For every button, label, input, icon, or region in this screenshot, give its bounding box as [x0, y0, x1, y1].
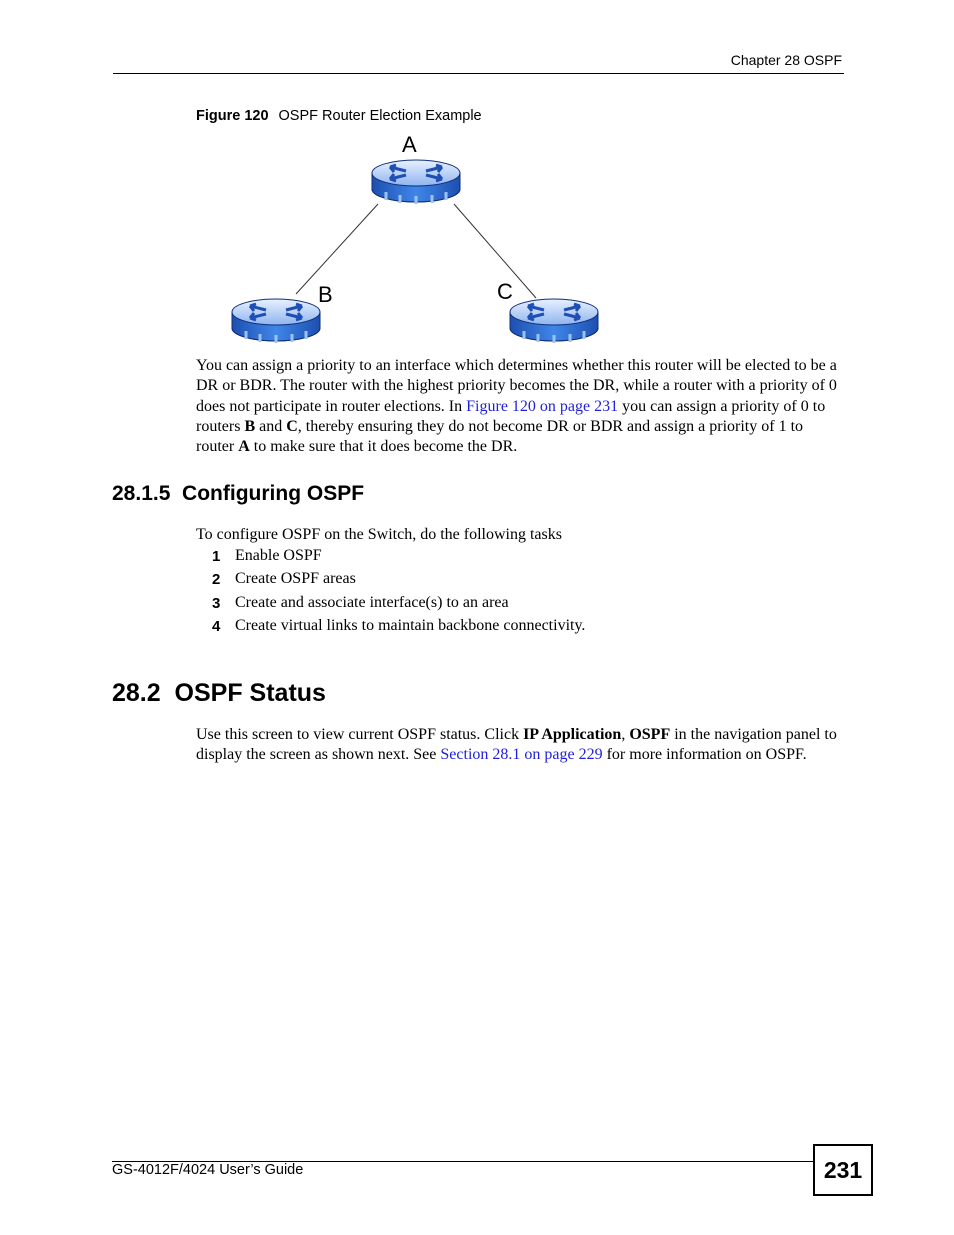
router-a-icon	[372, 160, 460, 204]
task-number: 3	[212, 594, 221, 612]
task-number: 4	[212, 617, 221, 635]
list-item	[196, 570, 836, 593]
router-c-icon	[510, 299, 598, 343]
figure-120-link[interactable]: Figure 120 on page 231	[466, 397, 619, 415]
link-a-b	[296, 204, 378, 294]
header-rule	[113, 73, 844, 74]
task-text: Create virtual links to maintain backbone connectivity.	[235, 616, 586, 634]
figure-label: Figure 120	[196, 108, 269, 124]
task-text: Create and associate interface(s) to an area	[235, 593, 509, 611]
figure-caption	[196, 108, 482, 124]
ospf-router-diagram	[230, 132, 602, 348]
page-number: 231	[813, 1144, 873, 1196]
figure-title: OSPF Router Election Example	[278, 108, 482, 124]
ospf-status-paragraph: Use this screen to view current OSPF status. Click IP Application, OSPF in the navigation panel to display the screen as shown next. See Section 28.1 on page 229 for more information on OSPF.	[196, 726, 837, 764]
router-a-label: A	[402, 132, 417, 157]
task-number: 1	[212, 548, 221, 565]
task-text: Create OSPF areas	[235, 570, 356, 588]
section-heading-ospf-status: 28.2 OSPF Status	[112, 679, 326, 707]
task-list	[196, 547, 836, 640]
router-b-label: B	[318, 282, 333, 307]
router-priority-paragraph: You can assign a priority to an interface which determines whether this router will be elected to be a DR or BDR. The router with the highest priority becomes the DR, while a router with a priority of 0 does not participate in router elections. In Figure 120 on page 231 you can assign a priority of 0 to routers B and C, thereby ensuring they do not become DR or BDR and assign a priority of 1 to router A to make sure that it does become the DR.	[196, 357, 837, 456]
configure-intro: To configure OSPF on the Switch, do the following tasks	[196, 526, 562, 543]
task-text: Enable OSPF	[235, 547, 322, 564]
running-header: Chapter 28 OSPF	[730, 52, 842, 68]
task-number: 2	[212, 571, 221, 589]
link-a-c	[454, 204, 536, 298]
router-b-icon	[232, 299, 320, 343]
section-heading-configuring-ospf: 28.1.5 Configuring OSPF	[112, 482, 365, 505]
list-item	[196, 547, 836, 570]
router-c-label: C	[497, 279, 513, 304]
list-item	[196, 594, 836, 617]
footer-guide-title: GS-4012F/4024 User’s Guide	[112, 1162, 304, 1178]
section-28-1-link[interactable]: Section 28.1 on page 229	[440, 746, 603, 764]
list-item	[196, 617, 836, 640]
